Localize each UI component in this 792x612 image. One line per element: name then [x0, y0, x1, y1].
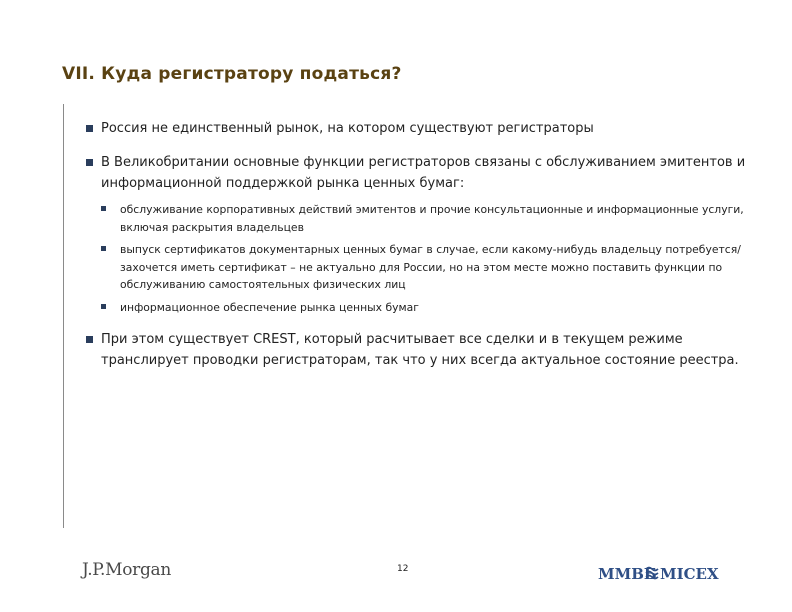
square-bullet-icon [101, 206, 106, 211]
bullet-item [86, 118, 746, 139]
square-bullet-icon [101, 246, 106, 251]
sub-bullet-item [101, 201, 746, 236]
square-bullet-icon [101, 304, 106, 309]
sub-bullet-item [101, 241, 746, 294]
bullet-item [86, 152, 746, 316]
sub-bullet-text: информационное обеспечение рынка ценных бумаг [120, 300, 419, 314]
bullet-text: Россия не единственный рынок, на котором существуют регистраторы [101, 121, 594, 136]
svg-text:ММВБ: ММВБ [598, 565, 657, 583]
micex-logo [598, 562, 726, 584]
square-bullet-icon [86, 336, 93, 343]
bullet-item [86, 329, 746, 371]
square-bullet-icon [86, 159, 93, 166]
page-number: 12 [397, 564, 409, 574]
slide-title: VII. Куда регистратору податься? [62, 64, 402, 84]
slide-content [86, 118, 746, 384]
svg-text:MICEX: MICEX [660, 565, 719, 583]
jpmorgan-logo: J.P.Morgan [82, 560, 172, 580]
sub-bullet-text: выпуск сертификатов документарных ценных бумаг в случае, если какому-нибудь владельцу потребуется/захочется иметь сертификат – не актуально для России, но на этом месте можно поставить функции по обслуживанию самостоятельных физических лиц [120, 243, 741, 291]
left-divider-line [63, 104, 64, 528]
bullet-text: В Великобритании основные функции регистраторов связаны с обслуживанием эмитентов и информационной поддержкой рынка ценных бумаг: [101, 155, 746, 191]
bullet-text: При этом существует CREST, который расчитывает все сделки и в текущем режиме транслирует проводки регистраторам, так что у них всегда актуальное состояние реестра. [101, 332, 739, 368]
sub-bullet-item [101, 299, 746, 317]
sub-bullet-text: обслуживание корпоративных действий эмитентов и прочие консультационные и информационные услуги, включая раскрытия владельцев [120, 203, 744, 234]
square-bullet-icon [86, 125, 93, 132]
sub-bullet-list [101, 201, 746, 316]
